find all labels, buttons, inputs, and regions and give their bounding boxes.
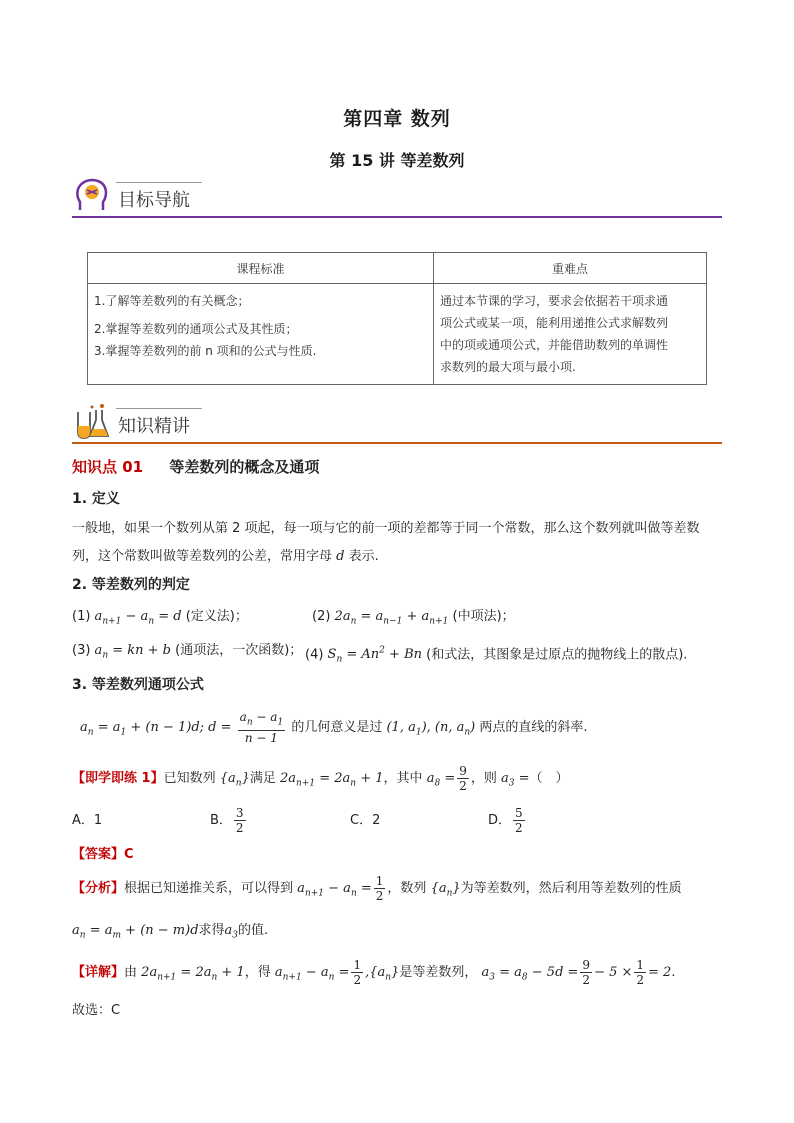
difficulty-line: 求数列的最大项与最小项. (440, 360, 576, 374)
option-c[interactable] (350, 806, 380, 836)
section-header-knowledge (72, 404, 722, 444)
table-cell-standards (88, 284, 434, 385)
lecture-title: 第 15 讲 等差数列 (329, 151, 465, 170)
standard-item: 1.了解等差数列的有关概念； (94, 294, 250, 308)
table-header-difficulty: 重难点 (434, 253, 707, 284)
formula-heading: 3. 等差数列通项公式 (72, 677, 204, 693)
judge-note: (通项法，一次函数)； (175, 643, 303, 658)
definition-text-line2 (72, 548, 379, 566)
option-a[interactable] (72, 806, 102, 836)
difficulty-line: 项公式或某一项，能利用递推公式求解数列 (440, 316, 669, 330)
section-label-knowledge: 知识精讲 (118, 416, 190, 437)
analysis-text: 的值. (238, 923, 269, 938)
fraction: $\frac{a_n - a_1}{n - 1}$ (239, 710, 284, 745)
definition-text-line1: 一般地，如果一个数列从第 2 项起，每一项与它的前一项的差都等于同一个常数，那么这个数列就叫做等差数 (72, 521, 700, 536)
option-letter: B． (210, 813, 232, 828)
definition-text: 表示. (348, 549, 379, 564)
formula-note: 的几何意义是过 (291, 720, 383, 735)
section-label-goal: 目标导航 (118, 190, 190, 211)
detail-tag: 【详解】 (72, 965, 125, 980)
option-letter: D． (488, 813, 512, 828)
brain-head-icon (72, 176, 112, 216)
option-value: 1 (93, 813, 103, 828)
option-value: $\frac{3}{2}$ (235, 806, 244, 835)
judge-method-1: (1) $a_{n+1} - a_n = d$ (定义法)； (72, 609, 248, 627)
detail-text: 是等差数列， (399, 965, 478, 980)
difficulty-line: 通过本节课的学习，要求会依据若干项求通 (440, 294, 669, 308)
judge-method-2: (2) $2a_n = a_{n-1} + a_{n+1}$ (中项法)； (312, 609, 515, 627)
judge-note: (中项法)； (452, 609, 515, 624)
option-value: 2 (372, 813, 381, 828)
exercise-text: ，则 (470, 771, 497, 786)
section-rule (72, 442, 722, 444)
difficulty-line: 中的项或通项公式，并能借助数列的单调性 (440, 338, 669, 352)
exercise-text: ，其中 (383, 771, 423, 786)
option-b[interactable] (210, 806, 248, 836)
judge-heading: 2. 等差数列的判定 (72, 577, 190, 593)
standard-item: 2.掌握等差数列的通项公式及其性质； (94, 322, 298, 336)
standard-item: 3.掌握等差数列的前 n 项和的公式与性质. (94, 344, 317, 358)
detail-line: 【详解】由 $2a_{n+1} = 2a_n + 1$，得 $a_{n+1} - a_n$ = $\frac{1}{2}$ $,\{a_n\}$是等差数列， $a_3 = a_8 - 5d$ = $\frac{9}{2}$ − 5 × $\frac{1}{2}$ = 2. (72, 958, 676, 987)
analysis-line2: $a_n = a_m + (n - m)d$求得$a_3$的值. (72, 923, 269, 941)
knowledge-point-heading (72, 458, 319, 478)
exercise-text: 满足 (249, 771, 276, 786)
analysis-line1: 【分析】根据已知递推关系，可以得到 $a_{n+1} - a_n$ = $\frac{1}{2}$ ，数列 $\{a_n\}$为等差数列，然后利用等差数列的性质 (72, 874, 682, 903)
option-d[interactable] (488, 806, 527, 836)
answer-tag: 【答案】 (72, 847, 125, 862)
definition-heading: 1. 定义 (72, 491, 120, 507)
option-letter: C． (350, 813, 373, 828)
flask-icon (72, 402, 112, 442)
judge-note: (定义法)； (185, 609, 248, 624)
section-header-goal (72, 178, 722, 218)
analysis-tag: 【分析】 (72, 881, 125, 896)
answer-value: C (124, 847, 134, 862)
judge-method-4: (4) $S_n = An^2 + Bn$ (和式法，其图象是过原点的抛物线上的散点). (305, 646, 688, 665)
formula-note: 两点的直线的斜率. (479, 720, 588, 735)
judge-note: (和式法，其图象是过原点的抛物线上的散点). (426, 647, 688, 663)
definition-text: 列，这个常数叫做等差数列的公差，常用字母 (72, 549, 333, 564)
analysis-text: 为等差数列，然后利用等差数列的性质 (460, 881, 682, 896)
option-value: $\frac{5}{2}$ (515, 806, 523, 835)
analysis-text: 根据已知递推关系，可以得到 (124, 881, 294, 896)
table-cell-difficulty (434, 284, 707, 385)
exercise-question: 【即学即练 1】已知数列 $\{a_n\}$满足 $2a_{n+1} = 2a_n + 1$，其中 $a_8$ = $\frac{9}{2}$ ，则 $a_3$ =（ ） (72, 764, 569, 793)
exercise-text: 已知数列 (163, 771, 216, 786)
exercise-tag: 【即学即练 1】 (72, 771, 164, 786)
detail-text: 由 (124, 965, 138, 980)
exercise-text: （ ） (529, 771, 569, 786)
option-letter: A． (72, 813, 94, 828)
knowledge-point-title: 等差数列的概念及通项 (169, 458, 320, 476)
analysis-text: 求得 (198, 923, 225, 938)
final-choice: 故选：C (72, 1003, 121, 1018)
judge-method-3: (3) $a_n$ = kn + b (通项法，一次函数)； (72, 643, 303, 661)
answer-line (72, 846, 134, 864)
table-header-standard: 课程标准 (88, 253, 434, 284)
analysis-text: ，数列 (387, 881, 427, 896)
chapter-title: 第四章 数列 (343, 108, 451, 130)
general-term-formula: $a_n = a_1 + (n - 1)d$; d = $\frac{a_n - a_1}{n - 1}$ 的几何意义是过 (1, $a_1$), (n, $a_n$) 两点的直线的斜率. (80, 710, 588, 745)
math-d: d (336, 549, 345, 564)
knowledge-point-tag: 知识点 01 (72, 458, 144, 476)
section-rule (72, 216, 722, 218)
detail-text: ，得 (244, 965, 271, 980)
course-standard-table (87, 252, 707, 385)
